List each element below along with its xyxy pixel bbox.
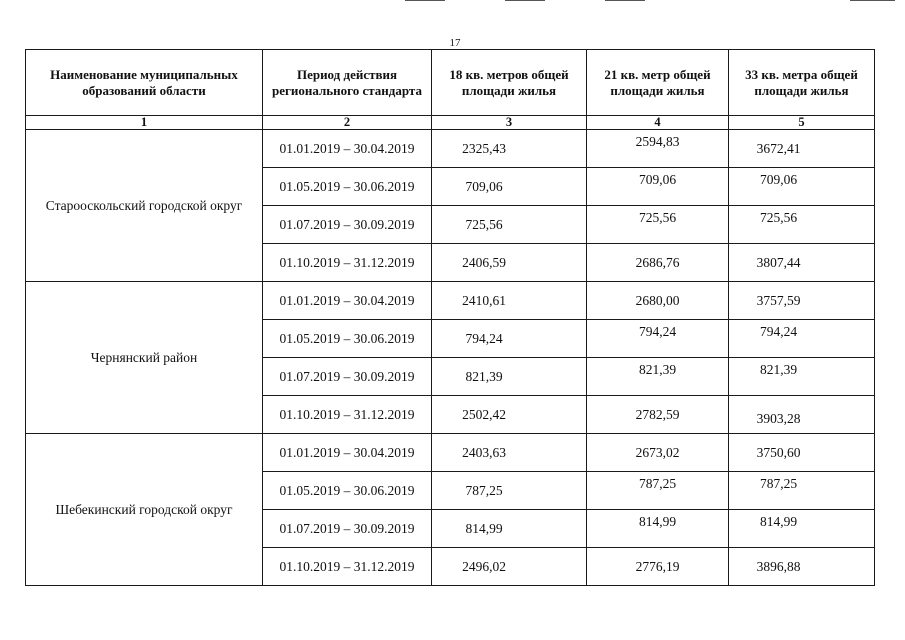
column-header-municipality: Наименование муниципальных образований области <box>26 50 263 116</box>
value-21sqm: 2686,76 <box>635 254 680 270</box>
value-33sqm: 3672,41 <box>756 140 801 156</box>
period-cell: 01.01.2019 – 30.04.2019 <box>263 434 432 472</box>
region-name: Старооскольский городской округ <box>26 130 263 282</box>
period-cell: 01.05.2019 – 30.06.2019 <box>263 320 432 358</box>
value-18sqm: 2403,63 <box>462 444 506 460</box>
period-cell: 01.10.2019 – 31.12.2019 <box>263 396 432 434</box>
page-number: 17 <box>449 37 461 49</box>
value-33sqm: 709,06 <box>759 171 798 187</box>
period-cell: 01.10.2019 – 31.12.2019 <box>263 548 432 586</box>
period-cell: 01.07.2019 – 30.09.2019 <box>263 206 432 244</box>
column-header-period: Период действия регионального стандарта <box>263 50 432 116</box>
column-number: 4 <box>587 116 729 130</box>
value-18sqm: 709,06 <box>465 178 503 194</box>
period-cell: 01.01.2019 – 30.04.2019 <box>263 282 432 320</box>
value-33sqm: 794,24 <box>759 323 798 339</box>
value-18sqm: 2496,02 <box>462 558 506 574</box>
period-cell: 01.10.2019 – 31.12.2019 <box>263 244 432 282</box>
value-33sqm: 3750,60 <box>756 444 801 460</box>
header-row <box>26 50 875 116</box>
scan-mark <box>850 0 895 1</box>
value-18sqm: 2325,43 <box>462 140 506 156</box>
value-18sqm: 725,56 <box>465 216 503 232</box>
value-21sqm: 821,39 <box>638 361 677 377</box>
scan-mark <box>605 0 645 1</box>
value-18sqm: 2502,42 <box>462 406 506 422</box>
period-cell: 01.07.2019 – 30.09.2019 <box>263 358 432 396</box>
value-33sqm: 725,56 <box>759 209 798 225</box>
value-18sqm: 2410,61 <box>462 292 506 308</box>
value-21sqm: 794,24 <box>638 323 677 339</box>
value-18sqm: 794,24 <box>465 330 503 346</box>
column-header-33sqm: 33 кв. метра общей площади жилья <box>729 50 875 116</box>
column-number: 3 <box>432 116 587 130</box>
value-21sqm: 787,25 <box>638 475 677 491</box>
value-21sqm: 2594,83 <box>635 133 680 149</box>
column-header-21sqm: 21 кв. метр общей площади жилья <box>587 50 729 116</box>
column-number: 1 <box>26 116 263 130</box>
table-row <box>26 434 875 472</box>
value-33sqm: 3757,59 <box>756 292 801 308</box>
period-cell: 01.07.2019 – 30.09.2019 <box>263 510 432 548</box>
value-21sqm: 2673,02 <box>635 444 680 460</box>
value-21sqm: 814,99 <box>638 513 677 529</box>
table-row <box>26 130 875 168</box>
column-number: 2 <box>263 116 432 130</box>
value-33sqm: 3903,28 <box>756 410 801 426</box>
scan-mark <box>405 0 445 1</box>
housing-standard-table <box>25 49 875 586</box>
column-header-18sqm: 18 кв. метров общей площади жилья <box>432 50 587 116</box>
value-21sqm: 2680,00 <box>635 292 680 308</box>
value-18sqm: 814,99 <box>465 520 503 536</box>
value-33sqm: 787,25 <box>759 475 798 491</box>
region-name: Шебекинский городской округ <box>26 434 263 586</box>
value-18sqm: 2406,59 <box>462 254 506 270</box>
value-33sqm: 821,39 <box>759 361 798 377</box>
value-21sqm: 2776,19 <box>635 558 680 574</box>
value-21sqm: 2782,59 <box>635 406 680 422</box>
value-18sqm: 821,39 <box>465 368 503 384</box>
value-33sqm: 3896,88 <box>756 558 801 574</box>
region-name: Чернянский район <box>26 282 263 434</box>
column-number: 5 <box>729 116 875 130</box>
scan-mark <box>505 0 545 1</box>
value-21sqm: 709,06 <box>638 171 677 187</box>
value-33sqm: 3807,44 <box>756 254 801 270</box>
value-18sqm: 787,25 <box>465 482 503 498</box>
period-cell: 01.01.2019 – 30.04.2019 <box>263 130 432 168</box>
value-21sqm: 725,56 <box>638 209 677 225</box>
table-row <box>26 282 875 320</box>
value-33sqm: 814,99 <box>759 513 798 529</box>
period-cell: 01.05.2019 – 30.06.2019 <box>263 472 432 510</box>
period-cell: 01.05.2019 – 30.06.2019 <box>263 168 432 206</box>
column-number-row <box>26 116 875 130</box>
